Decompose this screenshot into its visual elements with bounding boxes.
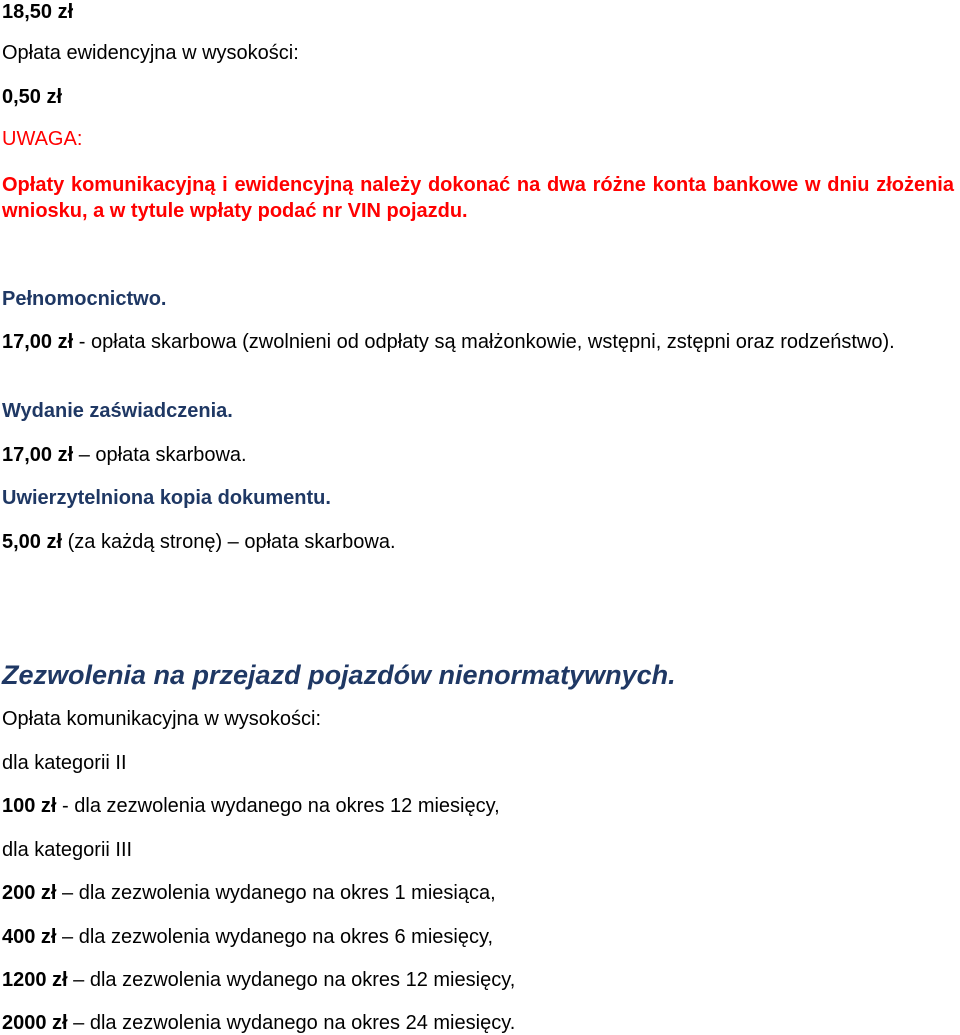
category-2-amount: 100 zł [2, 795, 57, 817]
fee-amount: 1200 zł [2, 969, 68, 991]
category-2-text: - dla zezwolenia wydanego na okres 12 miesięcy, [56, 795, 500, 817]
kopia-line [2, 530, 396, 554]
fee-amount: 200 zł [2, 882, 57, 904]
kopia-text: (za każdą stronę) – opłata skarbowa. [62, 531, 396, 553]
fee-amount: 400 zł [2, 926, 57, 948]
pelnomocnictwo-amount: 17,00 zł [2, 331, 74, 353]
fee-text: – dla zezwolenia wydanego na okres 1 miesiąca, [56, 882, 496, 904]
category-3-label: dla kategorii III [2, 839, 133, 861]
category-2-label: dla kategorii II [2, 752, 127, 774]
fee-text: – dla zezwolenia wydanego na okres 6 miesięcy, [56, 926, 494, 948]
zaswiadczenie-line [2, 443, 247, 467]
fee-text: – dla zezwolenia wydanego na okres 12 miesięcy, [67, 969, 516, 991]
uwaga-text: Opłaty komunikacyjną i ewidencyjną należy dokonać na dwa różne konta bankowe w dniu złożenia wniosku, a w tytule wpłaty podać nr VIN pojazdu. [2, 174, 954, 222]
uwaga-label: UWAGA: [2, 128, 83, 150]
label-oplata-ewidencyjna: Opłata ewidencyjna w wysokości: [2, 42, 299, 64]
fee-item [2, 1011, 515, 1035]
pelnomocnictwo-paragraph [2, 328, 954, 356]
zezwolenia-heading: Zezwolenia na przejazd pojazdów nienormatywnych. [2, 660, 676, 690]
fee-item [2, 881, 496, 905]
pelnomocnictwo-text: - opłata skarbowa (zwolnieni od odpłaty są małżonkowie, wstępni, zstępni oraz rodzeństwo). [73, 331, 895, 353]
fee-text: – dla zezwolenia wydanego na okres 24 miesięcy. [67, 1012, 516, 1034]
zaswiadczenie-text: – opłata skarbowa. [73, 444, 247, 466]
kopia-title: Uwierzytelniona kopia dokumentu. [2, 487, 331, 509]
fee-item [2, 925, 493, 949]
zaswiadczenie-amount: 17,00 zł [2, 444, 74, 466]
category-2-line [2, 794, 500, 818]
fee-item [2, 968, 515, 992]
zezwolenia-label: Opłata komunikacyjna w wysokości: [2, 708, 322, 730]
fee-amount: 2000 zł [2, 1012, 68, 1034]
amount-0-50: 0,50 zł [2, 86, 63, 108]
kopia-amount: 5,00 zł [2, 531, 63, 553]
zaswiadczenie-title: Wydanie zaświadczenia. [2, 400, 233, 422]
pelnomocnictwo-title: Pełnomocnictwo. [2, 288, 167, 310]
amount-18-50: 18,50 zł [2, 1, 74, 23]
